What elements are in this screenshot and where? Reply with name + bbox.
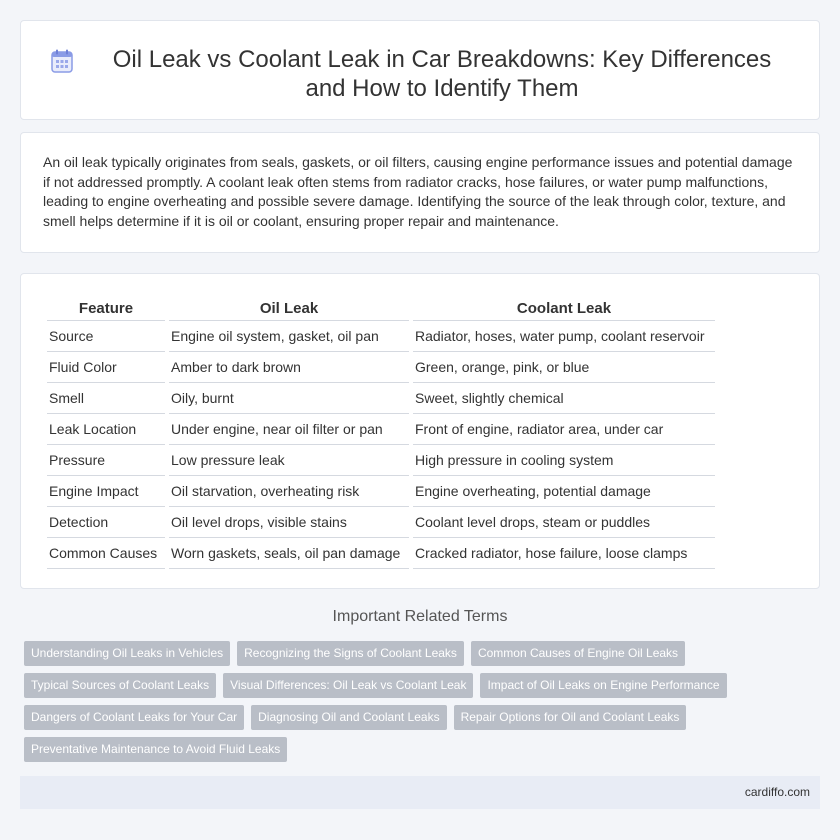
oil-cell: Oil starvation, overheating risk bbox=[169, 476, 409, 507]
footer-site-link[interactable]: cardiffo.com bbox=[744, 785, 810, 799]
oil-cell: Under engine, near oil filter or pan bbox=[169, 414, 409, 445]
related-terms-list bbox=[24, 641, 824, 769]
header-feature: Feature bbox=[47, 294, 165, 321]
related-term-tag[interactable]: Common Causes of Engine Oil Leaks bbox=[471, 641, 685, 666]
coolant-cell: Radiator, hoses, water pump, coolant reservoir bbox=[413, 321, 715, 352]
calendar-icon bbox=[51, 49, 73, 73]
table-row bbox=[47, 507, 715, 538]
table-row bbox=[47, 321, 715, 352]
feature-cell: Common Causes bbox=[47, 538, 165, 569]
table-header-row bbox=[47, 294, 715, 321]
oil-cell: Engine oil system, gasket, oil pan bbox=[169, 321, 409, 352]
feature-cell: Engine Impact bbox=[47, 476, 165, 507]
feature-cell: Pressure bbox=[47, 445, 165, 476]
intro-card bbox=[20, 132, 820, 253]
comparison-table bbox=[43, 294, 719, 569]
coolant-cell: Front of engine, radiator area, under car bbox=[413, 414, 715, 445]
table-row bbox=[47, 445, 715, 476]
table-row bbox=[47, 476, 715, 507]
oil-cell: Low pressure leak bbox=[169, 445, 409, 476]
feature-cell: Fluid Color bbox=[47, 352, 165, 383]
title-card bbox=[20, 20, 820, 120]
related-terms-heading: Important Related Terms bbox=[332, 608, 508, 625]
related-term-tag[interactable]: Understanding Oil Leaks in Vehicles bbox=[24, 641, 230, 666]
oil-cell: Oily, burnt bbox=[169, 383, 409, 414]
related-term-tag[interactable]: Impact of Oil Leaks on Engine Performance bbox=[480, 673, 726, 698]
footer bbox=[20, 776, 820, 809]
related-term-tag[interactable]: Dangers of Coolant Leaks for Your Car bbox=[24, 705, 244, 730]
table-row bbox=[47, 414, 715, 445]
related-term-tag[interactable]: Typical Sources of Coolant Leaks bbox=[24, 673, 216, 698]
oil-cell: Amber to dark brown bbox=[169, 352, 409, 383]
coolant-cell: Cracked radiator, hose failure, loose clamps bbox=[413, 538, 715, 569]
feature-cell: Leak Location bbox=[47, 414, 165, 445]
related-term-tag[interactable]: Repair Options for Oil and Coolant Leaks bbox=[454, 705, 687, 730]
oil-cell: Oil level drops, visible stains bbox=[169, 507, 409, 538]
related-term-tag[interactable]: Visual Differences: Oil Leak vs Coolant Leak bbox=[223, 673, 473, 698]
table-row bbox=[47, 352, 715, 383]
header-oil-leak: Oil Leak bbox=[169, 294, 409, 321]
header-coolant-leak: Coolant Leak bbox=[413, 294, 715, 321]
coolant-cell: Coolant level drops, steam or puddles bbox=[413, 507, 715, 538]
related-term-tag[interactable]: Diagnosing Oil and Coolant Leaks bbox=[251, 705, 446, 730]
related-term-tag[interactable]: Preventative Maintenance to Avoid Fluid Leaks bbox=[24, 737, 287, 762]
coolant-cell: Green, orange, pink, or blue bbox=[413, 352, 715, 383]
coolant-cell: Engine overheating, potential damage bbox=[413, 476, 715, 507]
feature-cell: Source bbox=[47, 321, 165, 352]
feature-cell: Detection bbox=[47, 507, 165, 538]
page-title: Oil Leak vs Coolant Leak in Car Breakdowns: Key Differences and How to Identify Them bbox=[112, 46, 772, 102]
coolant-cell: High pressure in cooling system bbox=[413, 445, 715, 476]
feature-cell: Smell bbox=[47, 383, 165, 414]
related-term-tag[interactable]: Recognizing the Signs of Coolant Leaks bbox=[237, 641, 464, 666]
table-row bbox=[47, 383, 715, 414]
intro-paragraph: An oil leak typically originates from seals, gaskets, or oil filters, causing engine performance issues and potential damage if not addressed promptly. A coolant leak often stems from radiator cracks, hose failures, or water pump malfunctions, leading to engine overheating and possible severe damage. Identifying the source of the leak through color, texture, and smell helps determine if it is oil or coolant, ensuring proper repair and maintenance. bbox=[43, 154, 793, 229]
oil-cell: Worn gaskets, seals, oil pan damage bbox=[169, 538, 409, 569]
coolant-cell: Sweet, slightly chemical bbox=[413, 383, 715, 414]
table-row bbox=[47, 538, 715, 569]
comparison-card bbox=[20, 273, 820, 589]
